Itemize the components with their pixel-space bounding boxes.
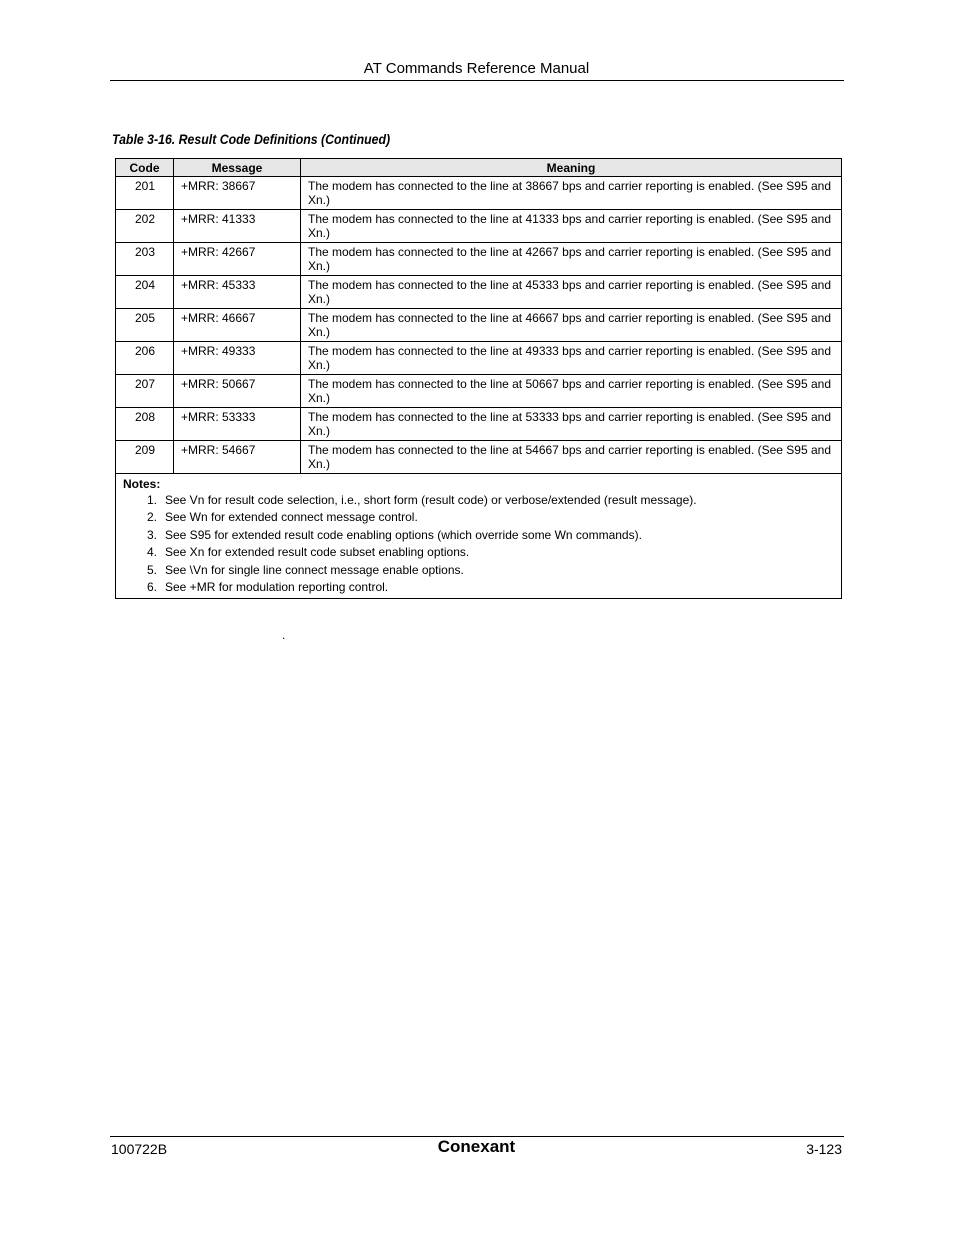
table-header-row (116, 159, 842, 177)
notes-title: Notes: (123, 477, 161, 491)
column-header-meaning: Meaning (301, 159, 842, 177)
footer-company-name: Conexant (437, 1137, 516, 1156)
notes-list (123, 492, 835, 596)
table-row (116, 408, 842, 441)
message-cell: +MRR: 46667 (174, 309, 301, 342)
note-item (123, 544, 835, 561)
note-item (123, 492, 835, 509)
message-cell: +MRR: 54667 (174, 441, 301, 474)
footer-doc-number: 100722B (111, 1141, 168, 1157)
meaning-cell: The modem has connected to the line at 38667 bps and carrier reporting is enabled. (See S95 and Xn.) (301, 177, 842, 210)
meaning-cell: The modem has connected to the line at 50667 bps and carrier reporting is enabled. (See S95 and Xn.) (301, 375, 842, 408)
note-number: 4. (146, 545, 157, 560)
note-text: See +MR for modulation reporting control. (165, 580, 389, 595)
message-cell: +MRR: 45333 (174, 276, 301, 309)
stray-period-mark: . (282, 628, 286, 642)
code-cell: 209 (116, 441, 174, 474)
note-item (123, 509, 835, 526)
table-row (116, 243, 842, 276)
meaning-cell: The modem has connected to the line at 46667 bps and carrier reporting is enabled. (See S95 and Xn.) (301, 309, 842, 342)
table-row (116, 210, 842, 243)
notes-cell (116, 474, 842, 599)
meaning-cell: The modem has connected to the line at 41333 bps and carrier reporting is enabled. (See S95 and Xn.) (301, 210, 842, 243)
table-row (116, 177, 842, 210)
column-header-code: Code (116, 159, 174, 177)
meaning-cell: The modem has connected to the line at 45333 bps and carrier reporting is enabled. (See S95 and Xn.) (301, 276, 842, 309)
message-cell: +MRR: 50667 (174, 375, 301, 408)
message-cell: +MRR: 41333 (174, 210, 301, 243)
code-cell: 203 (116, 243, 174, 276)
note-number: 1. (146, 493, 157, 507)
table-row (116, 342, 842, 375)
table-row (116, 309, 842, 342)
note-text: See Wn for extended connect message control. (165, 510, 418, 525)
meaning-cell: The modem has connected to the line at 42667 bps and carrier reporting is enabled. (See S95 and Xn.) (301, 243, 842, 276)
note-number: 5. (146, 562, 157, 577)
footer-page-number: 3-123 (806, 1141, 842, 1157)
meaning-cell: The modem has connected to the line at 53333 bps and carrier reporting is enabled. (See S95 and Xn.) (301, 408, 842, 441)
table-row (116, 441, 842, 474)
note-text: See Xn for extended result code subset enabling options. (165, 545, 470, 560)
meaning-cell: The modem has connected to the line at 54667 bps and carrier reporting is enabled. (See S95 and Xn.) (301, 441, 842, 474)
header-divider (110, 80, 844, 81)
meaning-cell: The modem has connected to the line at 49333 bps and carrier reporting is enabled. (See S95 and Xn.) (301, 342, 842, 375)
note-item (123, 527, 835, 544)
table-row (116, 276, 842, 309)
code-cell: 206 (116, 342, 174, 375)
message-cell: +MRR: 42667 (174, 243, 301, 276)
note-number: 2. (146, 510, 157, 525)
notes-row (116, 474, 842, 599)
note-text: See Vn for result code selection, i.e., short form (result code) or verbose/extended (result message). (165, 493, 697, 507)
note-text: See S95 for extended result code enabling options (which override some Wn commands). (165, 527, 642, 542)
code-cell: 208 (116, 408, 174, 441)
code-cell: 202 (116, 210, 174, 243)
table-caption: Table 3-16. Result Code Definitions (Continued) (112, 131, 391, 147)
result-code-table (115, 158, 842, 599)
note-text: See \Vn for single line connect message enable options. (165, 562, 464, 577)
message-cell: +MRR: 49333 (174, 342, 301, 375)
note-item (123, 562, 835, 579)
code-cell: 205 (116, 309, 174, 342)
code-cell: 207 (116, 375, 174, 408)
code-cell: 204 (116, 276, 174, 309)
message-cell: +MRR: 38667 (174, 177, 301, 210)
note-item (123, 579, 835, 596)
table-row (116, 375, 842, 408)
note-number: 6. (146, 580, 157, 595)
column-header-message: Message (174, 159, 301, 177)
message-cell: +MRR: 53333 (174, 408, 301, 441)
code-cell: 201 (116, 177, 174, 210)
page-header-title: AT Commands Reference Manual (363, 60, 590, 77)
note-number: 3. (146, 527, 157, 542)
